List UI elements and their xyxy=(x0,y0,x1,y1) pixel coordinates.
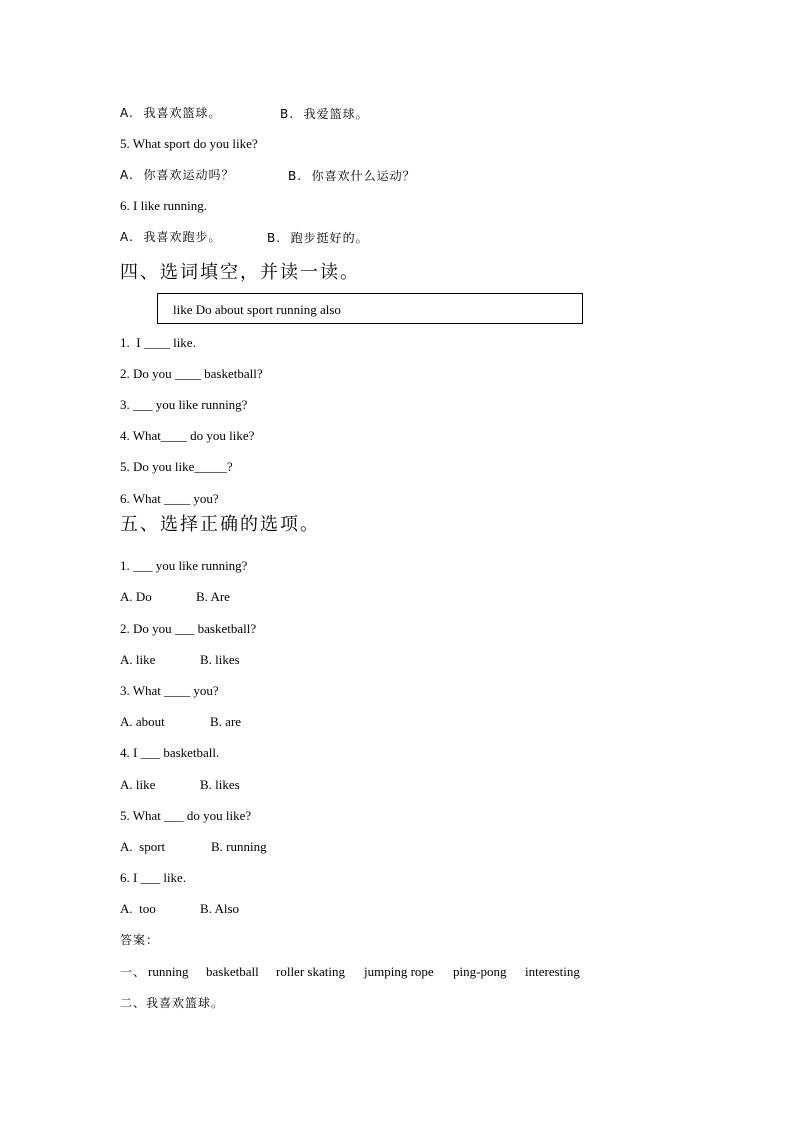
part5-q2-option-b: B. likes xyxy=(200,652,240,667)
q4-option-a: A. 我喜欢篮球。 xyxy=(120,106,222,120)
part5-q6-option-b: B. Also xyxy=(200,901,240,916)
q6-question: 6. I like running. xyxy=(120,198,208,213)
part4-item-1: 1. I ____ like. xyxy=(120,335,196,350)
part5-q4-option-b: B. likes xyxy=(200,777,240,792)
answers-line1-prefix: 一、 xyxy=(120,965,147,979)
answers-line2: 二、我喜欢篮球。 xyxy=(120,996,225,1010)
answer-word-1: running xyxy=(148,964,189,979)
answer-word-5: ping-pong xyxy=(453,964,507,979)
part4-item-2: 2. Do you ____ basketball? xyxy=(120,366,263,381)
part5-q3: 3. What ____ you? xyxy=(120,683,219,698)
part5-q3-option-b: B. are xyxy=(210,714,242,729)
part5-q4-option-a: A. like xyxy=(120,777,156,792)
part5-q2-option-a: A. like xyxy=(120,652,156,667)
q5-option-a: A. 你喜欢运动吗？ xyxy=(120,168,235,182)
word-bank-box xyxy=(157,293,583,324)
answers-label: 答案： xyxy=(120,933,160,947)
part4-item-5: 5. Do you like_____? xyxy=(120,459,233,474)
part5-q5: 5. What ___ do you like? xyxy=(120,808,252,823)
part5-q6-option-a: A. too xyxy=(120,901,156,916)
q6-option-b: B. 跑步挺好的。 xyxy=(267,231,369,245)
answer-word-3: roller skating xyxy=(276,964,345,979)
q6-option-a: A. 我喜欢跑步。 xyxy=(120,230,222,244)
answer-word-2: basketball xyxy=(206,964,259,979)
q5-question: 5. What sport do you like? xyxy=(120,136,258,151)
word-bank-text: like Do about sport running also xyxy=(173,302,341,317)
part5-q5-option-a: A. sport xyxy=(120,839,166,854)
part5-q4: 4. I ___ basketball. xyxy=(120,745,220,760)
part5-q2: 2. Do you ___ basketball? xyxy=(120,621,257,636)
q4-option-b: B. 我爱篮球。 xyxy=(280,107,369,121)
part5-q1-option-a: A. Do xyxy=(120,589,152,604)
part5-heading: 五、选择正确的选项。 xyxy=(120,514,320,535)
part5-q1: 1. ___ you like running? xyxy=(120,558,248,573)
part5-q5-option-b: B. running xyxy=(211,839,267,854)
part4-item-4: 4. What____ do you like? xyxy=(120,428,255,443)
part5-q1-option-b: B. Are xyxy=(196,589,230,604)
answer-word-4: jumping rope xyxy=(364,964,434,979)
part4-item-3: 3. ___ you like running? xyxy=(120,397,248,412)
part4-heading: 四、选词填空，并读一读。 xyxy=(120,262,360,283)
part4-item-6: 6. What ____ you? xyxy=(120,491,219,506)
q5-option-b: B. 你喜欢什么运动？ xyxy=(288,169,416,183)
part5-q3-option-a: A. about xyxy=(120,714,165,729)
answer-word-6: interesting xyxy=(525,964,580,979)
part5-q6: 6. I ___ like. xyxy=(120,870,187,885)
